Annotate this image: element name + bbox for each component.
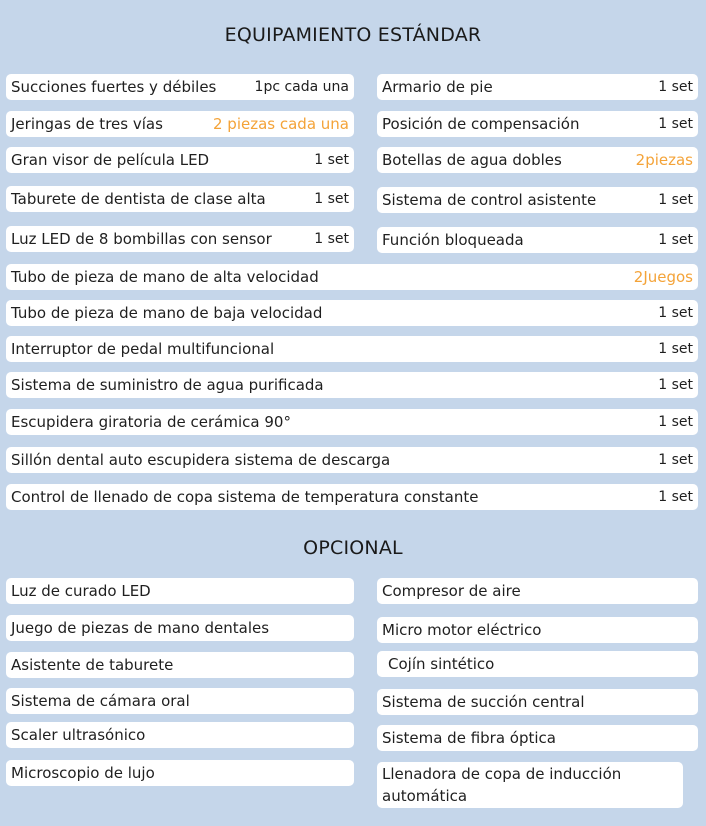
standard-right-item (377, 187, 698, 213)
item-label: Botellas de agua dobles (382, 151, 562, 169)
optional-right-item (377, 617, 698, 643)
item-label: Jeringas de tres vías (11, 115, 163, 133)
optional-right-item (377, 689, 698, 715)
optional-left-item (6, 688, 354, 714)
item-label: Interruptor de pedal multifuncional (11, 340, 275, 358)
item-label: Tubo de pieza de mano de alta velocidad (11, 268, 319, 286)
item-label: Sistema de cámara oral (11, 692, 190, 710)
optional-left-item (6, 760, 354, 786)
optional-left-item (6, 578, 354, 604)
item-quantity: 1 set (658, 377, 693, 393)
item-label: Micro motor eléctrico (382, 621, 542, 639)
item-label: Luz LED de 8 bombillas con sensor (11, 230, 272, 248)
item-label: Sistema de succión central (382, 693, 585, 711)
optional-left-item (6, 722, 354, 748)
standard-left-item (6, 111, 354, 137)
standard-left-item (6, 74, 354, 100)
item-label: Gran visor de película LED (11, 151, 210, 169)
standard-left-item (6, 186, 354, 212)
item-quantity: 1 set (658, 414, 693, 430)
item-label: Tubo de pieza de mano de baja velocidad (11, 304, 323, 322)
standard-full-item (6, 484, 698, 510)
item-quantity: 1 set (658, 79, 693, 95)
item-label: Microscopio de lujo (11, 764, 155, 782)
standard-full-item (6, 264, 698, 290)
item-label: Control de llenado de copa sistema de temperatura constante (11, 488, 479, 506)
item-quantity: 1 set (658, 489, 693, 505)
item-label: Compresor de aire (382, 582, 521, 600)
item-quantity: 1 set (658, 116, 693, 132)
item-label: Cojín sintético (388, 655, 495, 673)
item-label: Armario de pie (382, 78, 493, 96)
item-quantity: 1 set (314, 231, 349, 247)
item-label: Escupidera giratoria de cerámica 90° (11, 413, 291, 431)
standard-full-item (6, 447, 698, 473)
item-label: Sistema de fibra óptica (382, 729, 556, 747)
optional-right-item (377, 762, 683, 808)
optional-right-item (377, 651, 698, 677)
item-label: Sistema de control asistente (382, 191, 597, 209)
standard-full-item (6, 409, 698, 435)
item-quantity: 2Juegos (633, 268, 693, 286)
standard-right-item (377, 111, 698, 137)
item-label: Sillón dental auto escupidera sistema de descarga (11, 451, 391, 469)
standard-left-item (6, 226, 354, 252)
optional-left-item (6, 652, 354, 678)
standard-full-item (6, 372, 698, 398)
standard-left-item (6, 147, 354, 173)
item-quantity: 2piezas (635, 151, 693, 169)
item-quantity: 1 set (658, 192, 693, 208)
item-label: Scaler ultrasónico (11, 726, 146, 744)
item-quantity: 2 piezas cada una (212, 115, 349, 133)
item-quantity: 1 set (658, 232, 693, 248)
standard-full-item (6, 336, 698, 362)
item-quantity: 1 set (658, 452, 693, 468)
item-quantity: 1pc cada una (254, 79, 349, 95)
item-quantity: 1 set (314, 191, 349, 207)
standard-right-item (377, 227, 698, 253)
item-quantity: 1 set (314, 152, 349, 168)
item-quantity: 1 set (658, 305, 693, 321)
item-label: Taburete de dentista de clase alta (11, 190, 266, 208)
item-quantity: 1 set (658, 341, 693, 357)
item-label: Asistente de taburete (11, 656, 174, 674)
standard-right-item (377, 147, 698, 173)
item-label: Luz de curado LED (11, 582, 151, 600)
optional-title: OPCIONAL (303, 537, 403, 559)
item-label: Sistema de suministro de agua purificada (11, 376, 324, 394)
optional-right-item (377, 725, 698, 751)
item-label: Posición de compensación (382, 115, 580, 133)
optional-right-item (377, 578, 698, 604)
optional-left-item (6, 615, 354, 641)
item-label: Juego de piezas de mano dentales (11, 619, 270, 637)
standard-right-item (377, 74, 698, 100)
item-label: Función bloqueada (382, 231, 524, 249)
item-label: Succiones fuertes y débiles (11, 78, 217, 96)
standard-full-item (6, 300, 698, 326)
item-label: Llenadora de copa de inducción automática (382, 765, 622, 805)
standard-title: EQUIPAMIENTO ESTÁNDAR (224, 24, 482, 46)
